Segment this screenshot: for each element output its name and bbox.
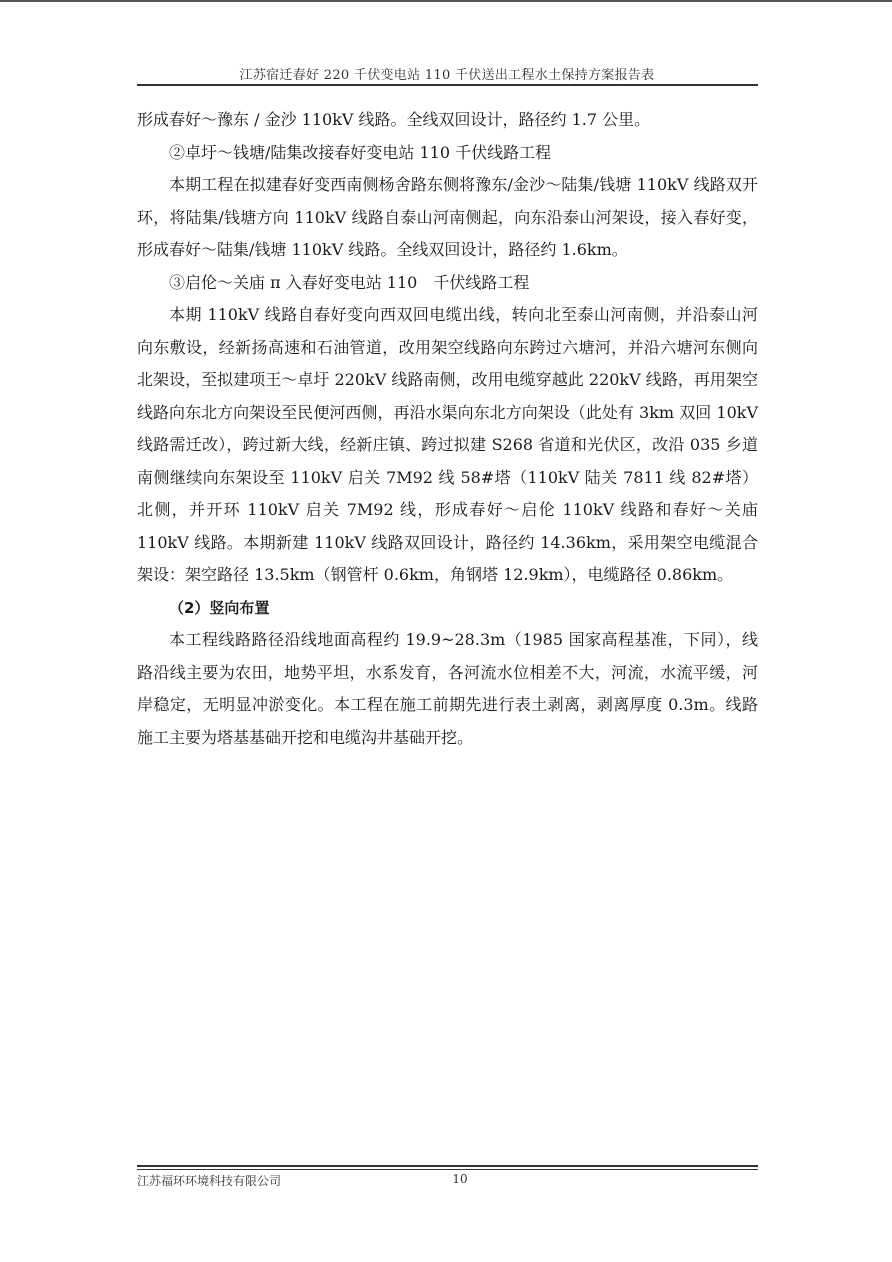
footer-company-name: 江苏福环环境科技有限公司 [137,1174,282,1188]
paragraph-item-3-description: 本期 110kV 线路自春好变向西双回电缆出线，转向北至泰山河南侧，并沿泰山河向东敷设，经新扬高速和石油管道，改用架空线路向东跨过六塘河，并沿六塘河东侧向北架设，至拟建项王～卓圩 220kV 线路南侧，改用电缆穿越此 220kV 线路，再用架空线路向东北方向架设至民便河西侧，再沿水渠向东北方向架设（此处有 3km 双回 10kV 线路需迁改），跨过新大线，经新庄镇、跨过拟建 S268 省道和光伏区，改沿 035 乡道南侧继续向东架设至 110kV 启关 7M92 线 58#塔（110kV 陆关 7811 线 82#塔）北侧，并开环 110kV 启关 7M92 线，形成春好～启伦 110kV 线路和春好～关庙 110kV 线路。本期新建 110kV 线路双回设计，路径约 14.36km，采用架空电缆混合架设：架空路径 13.5km（钢管杆 0.6km，角钢塔 12.9km），电缆路径 0.86km。 [137,305,758,584]
paragraph-item-2-description: 本期工程在拟建春好变西南侧杨舍路东侧将豫东/金沙～陆集/钱塘 110kV 线路双开环，将陆集/钱塘方向 110kV 线路自泰山河南侧起，向东沿泰山河架设，接入春好变，形成春好～陆集/钱塘 110kV 线路。全线双回设计，路径约 1.6km。 [137,175,758,259]
section-item-2-heading: ②卓圩～钱塘/陆集改接春好变电站 110 千伏线路工程 [169,142,552,162]
page-top-border [0,0,892,2]
footer-divider-thin [137,1169,758,1170]
section-item-3-heading: ③启伦～关庙 π 入春好变电站 110 千伏线路工程 [169,272,530,292]
section-vertical-layout-heading: （2）竖向布置 [169,598,270,617]
paragraph-vertical-layout: 本工程线路路径沿线地面高程约 19.9~28.3m（1985 国家高程基准，下同），线路沿线主要为农田，地势平坦，水系发育，各河流水位相差不大，河流，水流平缓，河岸稳定，无明显冲淤变化。本工程在施工前期先进行表土剥离，剥离厚度 0.3m。线路施工主要为塔基基础开挖和电缆沟井基础开挖。 [137,630,758,747]
document-body [137,104,758,754]
header-divider [137,84,758,86]
footer-divider-thick [137,1165,758,1167]
page-number: 10 [452,1172,468,1186]
document-header-title: 江苏宿迁春好 220 千伏变电站 110 千伏送出工程水土保持方案报告表 [239,68,655,83]
paragraph-continuation: 形成春好～豫东 / 金沙 110kV 线路。全线双回设计，路径约 1.7 公里。 [137,110,651,129]
